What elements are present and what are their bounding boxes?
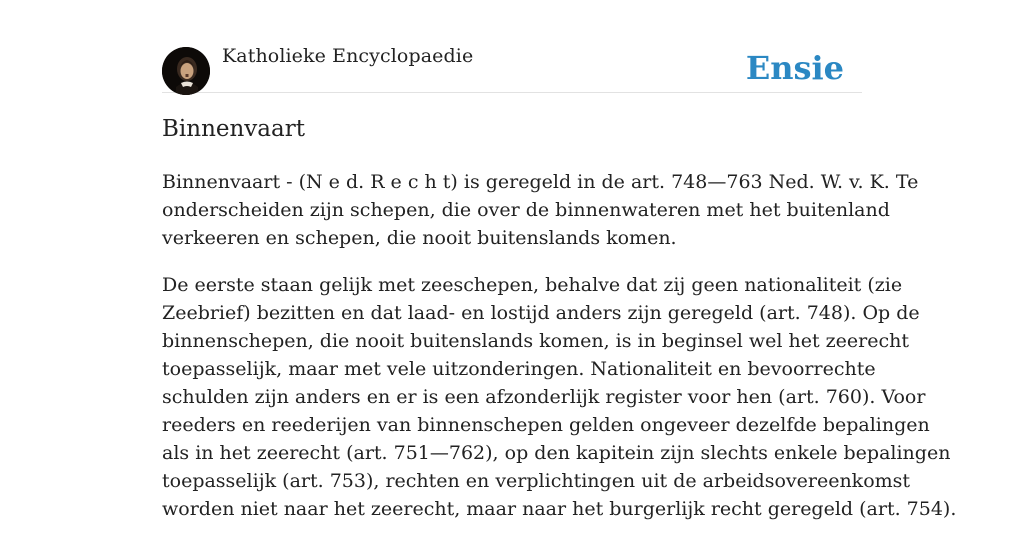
- text-line: Zeebrief) bezitten en dat laad- en lostijd anders zijn geregeld (art. 748). Op de: [162, 302, 920, 324]
- text-line: verkeeren en schepen, die nooit buitenslands komen.: [162, 227, 677, 249]
- text-line: toepasselijk (art. 753), rechten en verplichtingen uit de arbeidsovereenkomst: [162, 470, 911, 492]
- text-line: worden niet naar het zeerecht, maar naar het burgerlijk recht geregeld (art. 754).: [162, 498, 957, 520]
- paragraph: [162, 168, 919, 252]
- text-line: onderscheiden zijn schepen, die over de binnenwateren met het buitenland: [162, 199, 890, 221]
- page-container: [162, 0, 957, 520]
- article-body: [162, 168, 957, 542]
- site-name[interactable]: Katholieke Encyclopaedie: [222, 45, 474, 67]
- avatar[interactable]: [162, 47, 210, 95]
- article-title: Binnenvaart: [162, 116, 305, 142]
- text-line: De eerste staan gelijk met zeeschepen, behalve dat zij geen nationaliteit (zie: [162, 274, 903, 296]
- text-line: Binnenvaart - (N e d. R e c h t) is geregeld in de art. 748—763 Ned. W. v. K. Te: [162, 171, 919, 193]
- text-line: toepasselijk, maar met vele uitzonderingen. Nationaliteit en bevoorrechte: [162, 358, 876, 380]
- text-line: reeders en reederijen van binnenschepen gelden ongeveer dezelfde bepalingen: [162, 414, 930, 436]
- paragraph: [162, 271, 957, 523]
- portrait-avatar-icon: [162, 47, 210, 95]
- text-line: schulden zijn anders en er is een afzonderlijk register voor hen (art. 760). Voor: [162, 386, 926, 408]
- brand-logo[interactable]: Ensie: [745, 49, 844, 87]
- text-line: als in het zeerecht (art. 751—762), op den kapitein zijn slechts enkele bepalingen: [162, 442, 951, 464]
- site-header: [162, 0, 862, 93]
- text-line: binnenschepen, die nooit buitenslands komen, is in beginsel wel het zeerecht: [162, 330, 909, 352]
